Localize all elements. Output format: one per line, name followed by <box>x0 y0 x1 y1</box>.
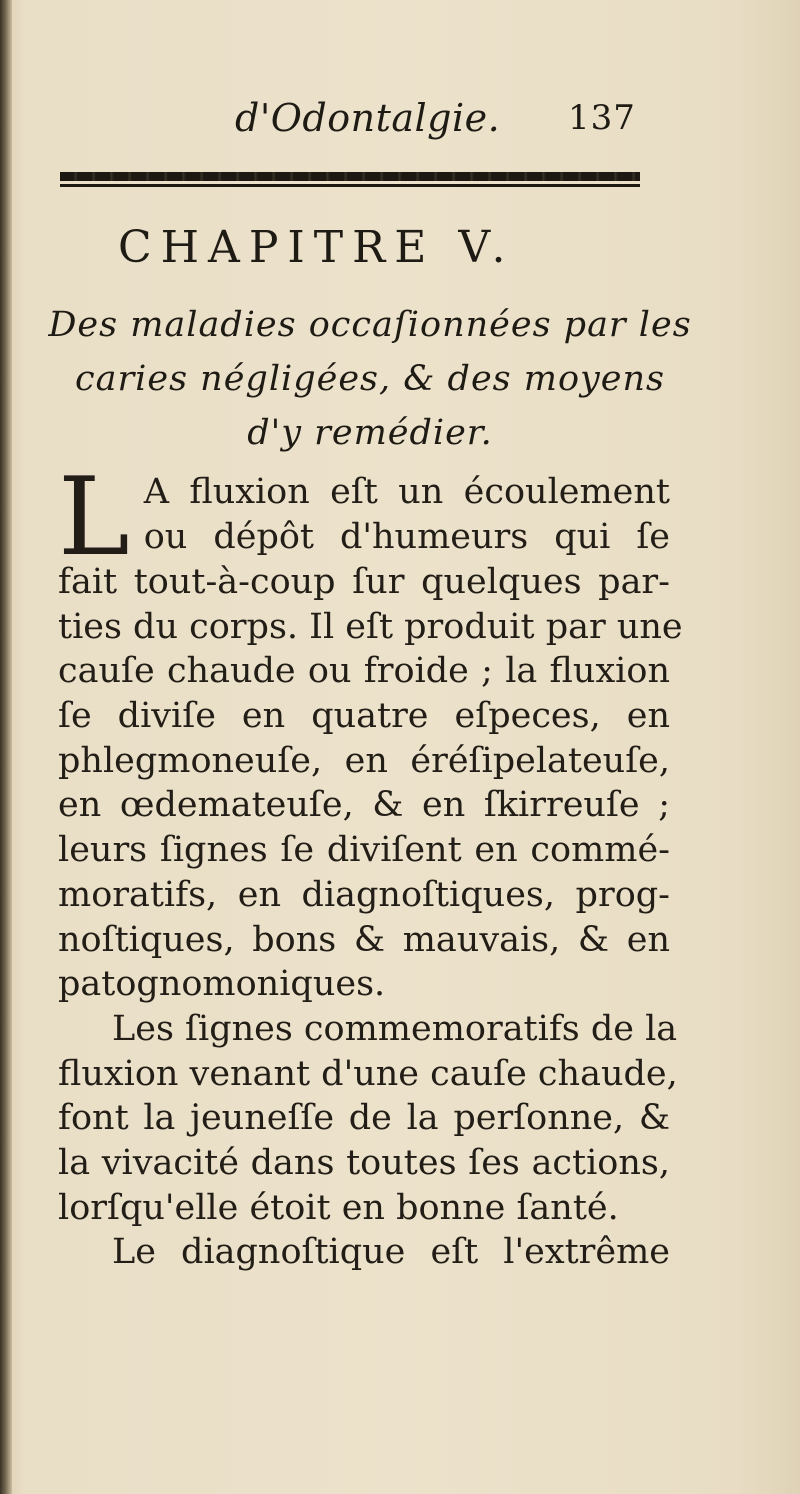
paragraph-3 <box>58 1230 670 1275</box>
chapter-title-line: Des maladies occaſionnées par les <box>48 305 692 345</box>
rule-thick-band <box>60 172 640 181</box>
ornamental-rule <box>60 170 640 190</box>
drop-cap: L <box>58 455 130 580</box>
body-text <box>58 455 683 1275</box>
text-line: moratifs, en diagnoſtiques, prog- <box>58 874 670 915</box>
page-binding-edge <box>0 0 12 1494</box>
text-line: ſe diviſe en quatre eſpeces, en <box>58 696 670 737</box>
text-line: fait tout-à-coup ſur quelques par- <box>58 562 670 602</box>
text-line: noſtiques, bons & mauvais, & en <box>58 919 670 960</box>
text-line: lorſqu'elle étoit en bonne ſanté. <box>58 1187 619 1228</box>
text-line: phlegmoneuſe, en éréſipelateuſe, <box>58 740 670 781</box>
chapter-heading: CHAPITRE V. <box>118 222 515 273</box>
chapter-title-line: d'y remédier. <box>247 413 493 453</box>
text-line: font la jeuneſſe de la perſonne, & <box>58 1098 670 1139</box>
chapter-title-line: caries négligées, & des moyens <box>74 359 666 399</box>
text-line: leurs ſignes ſe diviſent en commé- <box>58 830 670 871</box>
paragraph-2 <box>58 1007 678 1230</box>
text-line: en œdemateuſe, & en ſkirreuſe ; <box>58 785 670 826</box>
text-line: Les ſignes commemoratifs de la <box>112 1008 678 1049</box>
text-line: A fluxion eſt un écoulement <box>143 472 670 512</box>
running-head: d'Odontalgie. <box>235 96 501 140</box>
paragraph-1 <box>58 455 683 1007</box>
text-line: fluxion venant d'une cauſe chaude, <box>58 1053 678 1094</box>
text-line: la vivacité dans toutes ſes actions, <box>58 1142 670 1183</box>
text-line: ou dépôt d'humeurs qui ſe <box>143 516 670 557</box>
page-number: 137 <box>568 98 636 138</box>
text-line: Le diagnoſtique eſt l'extrême <box>112 1232 670 1273</box>
text-line: patognomoniques. <box>58 964 386 1005</box>
chapter-title <box>40 298 700 460</box>
text-line: ties du corps. Il eſt produit par une <box>58 606 683 647</box>
text-line: cauſe chaude ou froide ; la fluxion <box>58 651 670 692</box>
rule-thin-line <box>60 184 640 187</box>
